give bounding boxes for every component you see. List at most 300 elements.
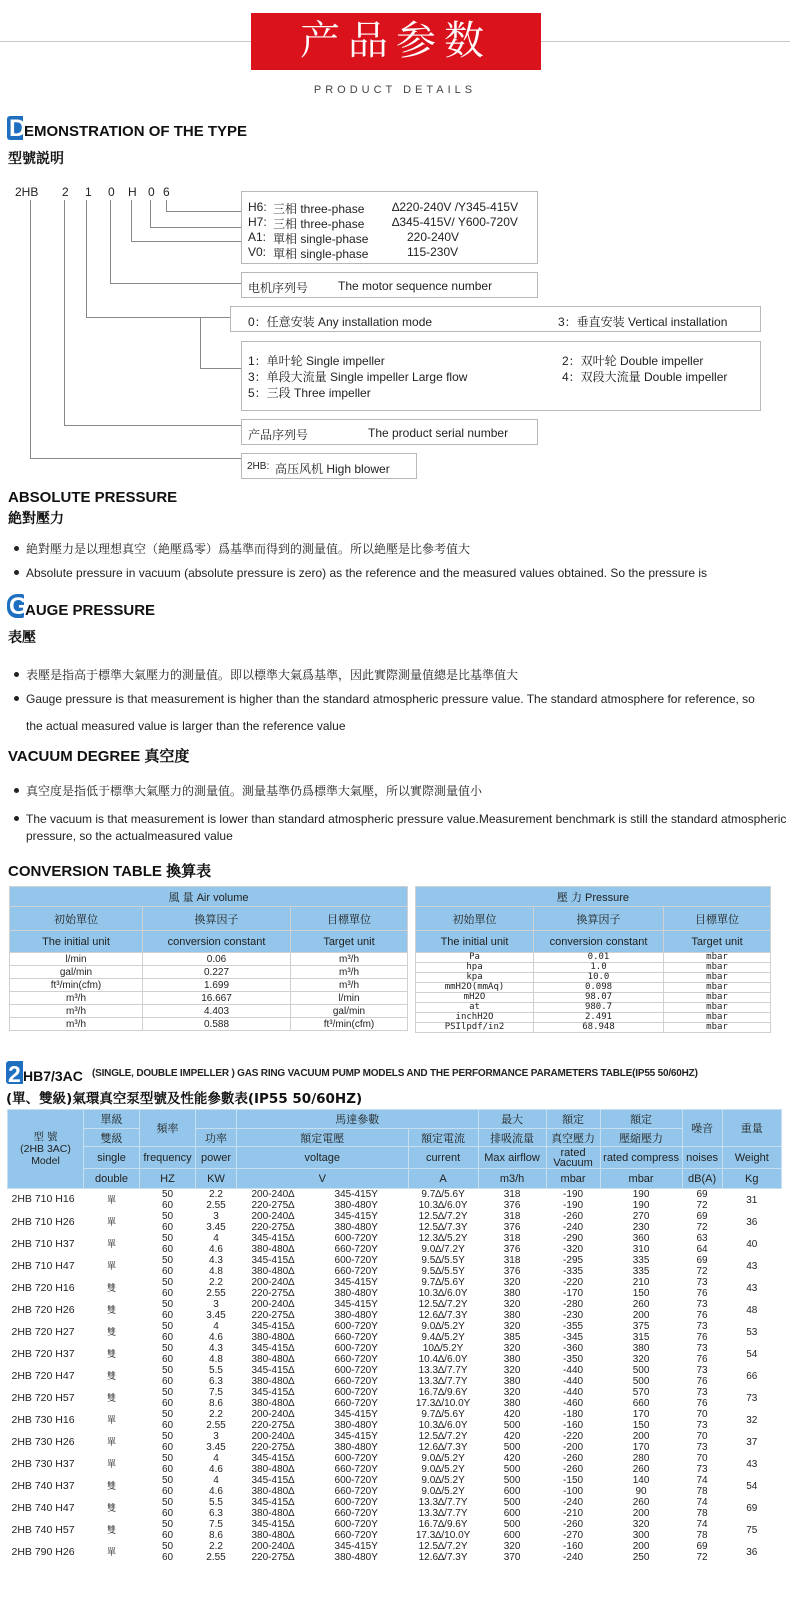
table-row bbox=[8, 1321, 782, 1332]
cell-freq: 60 bbox=[161, 1464, 174, 1475]
table-row bbox=[8, 1387, 782, 1398]
cell-flow: 500 bbox=[503, 1519, 521, 1530]
head-comp: rated compress bbox=[600, 1147, 682, 1169]
cell-vacuum: -240 bbox=[563, 1222, 584, 1233]
air-row bbox=[10, 992, 408, 1005]
pressure-cell: 0.01 bbox=[534, 953, 664, 963]
cell-volt-y: 345-415Y bbox=[334, 1409, 378, 1420]
model-stage: 單 bbox=[106, 1194, 116, 1205]
cell-freq: 60 bbox=[161, 1420, 174, 1431]
cell-vacuum: -345 bbox=[563, 1332, 584, 1343]
gauge-bullet-cn: 表壓是指高于標準大氣壓力的測量值。即以標準大氣爲基準，因此實際測量值總是比基準值大 bbox=[14, 666, 518, 683]
connector bbox=[131, 200, 132, 242]
table-row bbox=[8, 1519, 782, 1530]
connector bbox=[131, 241, 242, 242]
model-stage: 單 bbox=[106, 1238, 116, 1249]
model-stage: 單 bbox=[106, 1436, 116, 1447]
cell-volt-delta: 345-415∆ bbox=[251, 1233, 295, 1244]
head-volt: 額定電壓 bbox=[237, 1129, 409, 1147]
cell-volt-delta: 345-415∆ bbox=[251, 1365, 295, 1376]
cell-volt-y: 660-720Y bbox=[334, 1530, 378, 1541]
cell-compress: 260 bbox=[632, 1497, 650, 1508]
air-cell: gal/min bbox=[291, 1005, 408, 1018]
cell-power: 4 bbox=[213, 1475, 219, 1486]
cell-volt-delta: 380-480∆ bbox=[251, 1530, 295, 1541]
cell-noise: 70 bbox=[696, 1431, 708, 1442]
code-0: 0 bbox=[108, 185, 115, 199]
pressure-row bbox=[416, 1013, 771, 1023]
cell-freq: 50 bbox=[161, 1431, 174, 1442]
absolute-cn: 絶對壓力 bbox=[8, 511, 64, 527]
pressure-cell: mH2O bbox=[416, 993, 534, 1003]
cell-power: 6.3 bbox=[209, 1376, 223, 1387]
cell-freq: 50 bbox=[161, 1497, 174, 1508]
cell-freq: 50 bbox=[161, 1365, 174, 1376]
head-freq: HZ bbox=[140, 1169, 196, 1189]
cell-vacuum: -270 bbox=[563, 1530, 584, 1541]
connector bbox=[150, 227, 242, 228]
cell-noise: 69 bbox=[696, 1211, 708, 1222]
cell-freq: 50 bbox=[161, 1255, 174, 1266]
table-row bbox=[8, 1431, 782, 1442]
air-row bbox=[10, 1005, 408, 1018]
air-cell: m³/h bbox=[291, 966, 408, 979]
cell-current: 13.3∆/7.7Y bbox=[418, 1497, 468, 1508]
cell-power: 4.3 bbox=[209, 1343, 223, 1354]
cell-volt-delta: 380-480∆ bbox=[251, 1332, 295, 1343]
cell-volt-delta: 345-415∆ bbox=[251, 1255, 295, 1266]
demo-letter: D bbox=[9, 115, 27, 142]
cell-noise: 70 bbox=[696, 1409, 708, 1420]
absolute-title: ABSOLUTE PRESSURE bbox=[8, 489, 178, 506]
cell-current: 12.5∆/7.3Y bbox=[418, 1222, 468, 1233]
cell-vacuum: -190 bbox=[563, 1200, 584, 1211]
v0-desc: 單相 single-phase bbox=[273, 247, 369, 261]
cell-flow: 320 bbox=[503, 1541, 521, 1552]
cell-freq: 50 bbox=[161, 1387, 174, 1398]
cell-volt-y: 660-720Y bbox=[334, 1508, 378, 1519]
cell-flow: 600 bbox=[503, 1530, 521, 1541]
head-stage: 單級 bbox=[84, 1110, 140, 1129]
model-name: 2HB 720 H37 bbox=[8, 1343, 84, 1365]
pressure-col-en: conversion constant bbox=[534, 931, 664, 953]
model-stage: 雙 bbox=[106, 1392, 116, 1403]
cell-vacuum: -295 bbox=[563, 1255, 584, 1266]
cell-noise: 69 bbox=[696, 1189, 708, 1200]
cell-volt-delta: 200-240∆ bbox=[251, 1189, 295, 1200]
model-weight: 37 bbox=[746, 1436, 758, 1448]
cell-current: 9.0∆/5.2Y bbox=[421, 1464, 465, 1475]
cell-current: 10.3∆/6.0Y bbox=[418, 1288, 468, 1299]
cell-volt-delta: 200-240∆ bbox=[251, 1541, 295, 1552]
head-motor: 馬達參數 bbox=[237, 1110, 479, 1129]
head-vac: 真空壓力 bbox=[546, 1129, 600, 1147]
cell-power: 4 bbox=[213, 1321, 219, 1332]
head-noise: noises bbox=[682, 1147, 722, 1169]
cell-current: 9.0∆/5.2Y bbox=[421, 1475, 465, 1486]
model-weight: 36 bbox=[746, 1216, 758, 1228]
cell-compress: 260 bbox=[632, 1464, 650, 1475]
cell-volt-y: 600-720Y bbox=[334, 1519, 378, 1530]
cell-volt-y: 345-415Y bbox=[334, 1431, 378, 1442]
model-name: 2HB 730 H26 bbox=[8, 1431, 84, 1453]
cell-current: 10.4∆/6.0Y bbox=[418, 1354, 468, 1365]
head-stage: 雙級 bbox=[84, 1129, 140, 1147]
cell-flow: 500 bbox=[503, 1497, 521, 1508]
a1-desc: 單相 single-phase bbox=[273, 232, 369, 246]
model-weight: 69 bbox=[746, 1502, 758, 1514]
pressure-head: 壓 力 Pressure bbox=[416, 887, 771, 907]
cell-current: 9.7∆/5.6Y bbox=[421, 1189, 465, 1200]
cell-volt-delta: 380-480∆ bbox=[251, 1398, 295, 1409]
cell-power: 5.5 bbox=[209, 1365, 223, 1376]
model-weight: 31 bbox=[746, 1194, 758, 1206]
cell-flow: 376 bbox=[503, 1244, 521, 1255]
cell-power: 2.55 bbox=[206, 1288, 226, 1299]
cell-power: 4.6 bbox=[209, 1244, 223, 1255]
cell-volt-y: 380-480Y bbox=[334, 1310, 378, 1321]
cell-freq: 60 bbox=[161, 1222, 174, 1233]
cell-freq: 50 bbox=[161, 1189, 174, 1200]
code-2hb: 2HB bbox=[15, 185, 39, 199]
air-col-cn: 換算因子 bbox=[143, 907, 291, 931]
pressure-cell: mbar bbox=[664, 973, 771, 983]
pressure-col-en: The initial unit bbox=[416, 931, 534, 953]
head-weight: Kg bbox=[722, 1169, 781, 1189]
cell-noise: 73 bbox=[696, 1387, 708, 1398]
cell-current: 16.7∆/9.6Y bbox=[418, 1387, 468, 1398]
connector bbox=[200, 317, 201, 369]
cell-power: 4 bbox=[213, 1233, 219, 1244]
cell-compress: 280 bbox=[632, 1453, 650, 1464]
cell-compress: 320 bbox=[632, 1354, 650, 1365]
head-flow: Max airflow bbox=[478, 1147, 546, 1169]
cell-volt-y: 600-720Y bbox=[334, 1365, 378, 1376]
vacuum-bullet-cn: 真空度是指低于標準大氣壓力的測量值。測量基準仍爲標準大氣壓，所以實際測量值小 bbox=[14, 782, 482, 799]
cell-flow: 380 bbox=[503, 1354, 521, 1365]
cell-volt-y: 380-480Y bbox=[334, 1442, 378, 1453]
model-stage: 雙 bbox=[106, 1304, 116, 1315]
cell-volt-delta: 220-275∆ bbox=[251, 1310, 295, 1321]
cell-volt-y: 380-480Y bbox=[334, 1222, 378, 1233]
air-cell: 4.403 bbox=[143, 1005, 291, 1018]
absolute-bullet-en: Absolute pressure in vacuum (absolute pressure is zero) as the reference and the measured values obtained. So the pressure is bbox=[14, 566, 707, 580]
blower-desc: 高压风机 High blower bbox=[275, 462, 390, 476]
table-row bbox=[8, 1233, 782, 1244]
cell-vacuum: -230 bbox=[563, 1310, 584, 1321]
cell-noise: 74 bbox=[696, 1475, 708, 1486]
cell-volt-delta: 380-480∆ bbox=[251, 1266, 295, 1277]
cell-volt-y: 600-720Y bbox=[334, 1497, 378, 1508]
cell-freq: 50 bbox=[161, 1519, 174, 1530]
model-weight: 75 bbox=[746, 1524, 758, 1536]
serial-cn: 产品序列号 bbox=[248, 428, 309, 442]
cell-compress: 310 bbox=[632, 1244, 650, 1255]
cell-freq: 60 bbox=[161, 1310, 174, 1321]
cell-vacuum: -180 bbox=[563, 1409, 584, 1420]
banner-subtitle: PRODUCT DETAILS bbox=[313, 84, 477, 96]
cell-power: 3.45 bbox=[206, 1310, 226, 1321]
head-cur: A bbox=[408, 1169, 478, 1189]
cell-noise: 69 bbox=[696, 1255, 708, 1266]
cell-volt-delta: 220-275∆ bbox=[251, 1222, 295, 1233]
air-cell: ft³/min(cfm) bbox=[10, 979, 143, 992]
serial-en: The product serial number bbox=[368, 426, 509, 440]
cell-flow: 318 bbox=[503, 1233, 521, 1244]
cell-vacuum: -220 bbox=[563, 1431, 584, 1442]
cell-current: 9.7∆/5.6Y bbox=[421, 1409, 465, 1420]
h6-key: H6: bbox=[248, 200, 267, 214]
head-vac: mbar bbox=[546, 1169, 600, 1189]
impeller-3: 3：单段大流量 Single impeller Large flow bbox=[248, 370, 468, 384]
pressure-cell: 980.7 bbox=[534, 1003, 664, 1013]
cell-noise: 73 bbox=[696, 1321, 708, 1332]
cell-current: 9.5∆/5.5Y bbox=[421, 1255, 465, 1266]
cell-power: 5.5 bbox=[209, 1497, 223, 1508]
pressure-table bbox=[415, 886, 771, 1033]
cell-vacuum: -150 bbox=[563, 1475, 584, 1486]
cell-volt-y: 660-720Y bbox=[334, 1398, 378, 1409]
table-row bbox=[8, 1343, 782, 1354]
model-stage: 雙 bbox=[106, 1326, 116, 1337]
table-row bbox=[8, 1211, 782, 1222]
connector bbox=[150, 200, 151, 228]
pressure-col-cn: 初始單位 bbox=[416, 907, 534, 931]
cell-freq: 60 bbox=[161, 1398, 174, 1409]
pressure-row bbox=[416, 1023, 771, 1033]
pressure-cell: 0.098 bbox=[534, 983, 664, 993]
cell-current: 13.3∆/7.7Y bbox=[418, 1376, 468, 1387]
cell-compress: 315 bbox=[632, 1332, 650, 1343]
model-name: 2HB 790 H26 bbox=[8, 1541, 84, 1563]
models-title: HB7/3AC bbox=[23, 1068, 83, 1084]
cell-power: 4.8 bbox=[209, 1354, 223, 1365]
cell-noise: 64 bbox=[696, 1244, 708, 1255]
cell-freq: 60 bbox=[161, 1376, 174, 1387]
connector bbox=[30, 458, 241, 459]
model-weight: 73 bbox=[746, 1392, 758, 1404]
code-0b: 0 bbox=[148, 185, 155, 199]
cell-compress: 300 bbox=[632, 1530, 650, 1541]
cell-volt-delta: 380-480∆ bbox=[251, 1244, 295, 1255]
model-stage: 單 bbox=[106, 1546, 116, 1557]
model-name: 2HB 710 H16 bbox=[8, 1189, 84, 1212]
cell-noise: 72 bbox=[696, 1552, 708, 1563]
cell-current: 17.3∆/10.0Y bbox=[415, 1530, 471, 1541]
table-row bbox=[8, 1475, 782, 1486]
head-stage: single bbox=[84, 1147, 140, 1169]
cell-volt-y: 345-415Y bbox=[334, 1299, 378, 1310]
cell-noise: 78 bbox=[696, 1508, 708, 1519]
cell-noise: 76 bbox=[696, 1332, 708, 1343]
pressure-cell: mbar bbox=[664, 993, 771, 1003]
cell-flow: 500 bbox=[503, 1464, 521, 1475]
cell-vacuum: -100 bbox=[563, 1486, 584, 1497]
cell-compress: 200 bbox=[632, 1310, 650, 1321]
cell-compress: 570 bbox=[632, 1387, 650, 1398]
cell-flow: 320 bbox=[503, 1387, 521, 1398]
cell-compress: 190 bbox=[632, 1200, 650, 1211]
cell-volt-y: 345-415Y bbox=[334, 1189, 378, 1200]
air-volume-table bbox=[9, 886, 408, 1031]
head-weight: 重量 bbox=[722, 1110, 781, 1147]
table-row bbox=[8, 1255, 782, 1266]
cell-compress: 320 bbox=[632, 1519, 650, 1530]
cell-compress: 200 bbox=[632, 1508, 650, 1519]
cell-volt-y: 345-415Y bbox=[334, 1211, 378, 1222]
air-cell: 0.588 bbox=[143, 1018, 291, 1031]
cell-noise: 76 bbox=[696, 1354, 708, 1365]
cell-noise: 73 bbox=[696, 1343, 708, 1354]
pressure-cell: Pa bbox=[416, 953, 534, 963]
cell-volt-delta: 345-415∆ bbox=[251, 1387, 295, 1398]
model-stage: 單 bbox=[106, 1458, 116, 1469]
cell-power: 4 bbox=[213, 1453, 219, 1464]
connector bbox=[30, 200, 31, 459]
model-name: 2HB 710 H47 bbox=[8, 1255, 84, 1277]
cell-volt-delta: 345-415∆ bbox=[251, 1343, 295, 1354]
cell-current: 9.7∆/5.6Y bbox=[421, 1277, 465, 1288]
model-weight: 43 bbox=[746, 1260, 758, 1272]
pressure-cell: mbar bbox=[664, 1013, 771, 1023]
connector bbox=[86, 200, 87, 318]
cell-compress: 140 bbox=[632, 1475, 650, 1486]
air-col-en: conversion constant bbox=[143, 931, 291, 953]
cell-vacuum: -440 bbox=[563, 1376, 584, 1387]
serial-box bbox=[241, 419, 538, 445]
cell-compress: 270 bbox=[632, 1211, 650, 1222]
model-name: 2HB 710 H37 bbox=[8, 1233, 84, 1255]
cell-freq: 60 bbox=[161, 1552, 174, 1563]
impeller-2: 2：双叶轮 Double impeller bbox=[562, 354, 704, 368]
cell-noise: 73 bbox=[696, 1277, 708, 1288]
cell-flow: 320 bbox=[503, 1277, 521, 1288]
model-weight: 32 bbox=[746, 1414, 758, 1426]
head-vac: rated Vacuum bbox=[546, 1147, 600, 1169]
cell-freq: 60 bbox=[161, 1332, 174, 1343]
model-stage: 雙 bbox=[106, 1348, 116, 1359]
cell-noise: 69 bbox=[696, 1541, 708, 1552]
code-2: 2 bbox=[62, 185, 69, 199]
cell-freq: 60 bbox=[161, 1508, 174, 1519]
cell-vacuum: -260 bbox=[563, 1453, 584, 1464]
cell-volt-y: 660-720Y bbox=[334, 1376, 378, 1387]
cell-noise: 72 bbox=[696, 1222, 708, 1233]
cell-power: 4.6 bbox=[209, 1464, 223, 1475]
model-name: 2HB 730 H16 bbox=[8, 1409, 84, 1431]
cell-freq: 60 bbox=[161, 1442, 174, 1453]
cell-compress: 335 bbox=[632, 1255, 650, 1266]
cell-power: 3 bbox=[213, 1431, 219, 1442]
impeller-5: 5：三段 Three impeller bbox=[248, 386, 371, 400]
cell-power: 8.6 bbox=[209, 1530, 223, 1541]
cell-current: 12.6∆/7.3Y bbox=[418, 1442, 468, 1453]
gauge-letter: G bbox=[9, 593, 28, 620]
cell-freq: 50 bbox=[161, 1299, 174, 1310]
air-cell: 0.227 bbox=[143, 966, 291, 979]
cell-current: 9.0∆/5.2Y bbox=[421, 1321, 465, 1332]
gauge-cn: 表壓 bbox=[8, 630, 36, 646]
air-cell: 0.06 bbox=[143, 953, 291, 966]
demo-title: EMONSTRATION OF THE TYPE bbox=[24, 123, 248, 140]
cell-freq: 50 bbox=[161, 1541, 174, 1552]
cell-freq: 60 bbox=[161, 1266, 174, 1277]
cell-noise: 78 bbox=[696, 1486, 708, 1497]
motor-type-box bbox=[241, 191, 538, 264]
cell-vacuum: -160 bbox=[563, 1420, 584, 1431]
cell-volt-delta: 220-275∆ bbox=[251, 1552, 295, 1563]
model-name: 2HB 740 H47 bbox=[8, 1497, 84, 1519]
cell-volt-y: 380-480Y bbox=[334, 1420, 378, 1431]
model-stage: 單 bbox=[106, 1260, 116, 1271]
cell-power: 6.3 bbox=[209, 1508, 223, 1519]
air-cell: gal/min bbox=[10, 966, 143, 979]
model-stage: 雙 bbox=[106, 1480, 116, 1491]
model-weight: 54 bbox=[746, 1348, 758, 1360]
air-cell: m³/h bbox=[10, 992, 143, 1005]
air-row bbox=[10, 1018, 408, 1031]
model-weight: 36 bbox=[746, 1546, 758, 1558]
cell-power: 2.2 bbox=[209, 1541, 223, 1552]
cell-power: 3 bbox=[213, 1211, 219, 1222]
head-power: KW bbox=[196, 1169, 237, 1189]
head-cur: current bbox=[408, 1147, 478, 1169]
cell-noise: 73 bbox=[696, 1299, 708, 1310]
cell-flow: 376 bbox=[503, 1222, 521, 1233]
cell-noise: 78 bbox=[696, 1530, 708, 1541]
cell-power: 2.2 bbox=[209, 1277, 223, 1288]
air-head: 風 量 Air volume bbox=[10, 887, 408, 907]
cell-compress: 380 bbox=[632, 1343, 650, 1354]
cell-vacuum: -260 bbox=[563, 1519, 584, 1530]
cell-flow: 380 bbox=[503, 1376, 521, 1387]
vacuum-title: VACUUM DEGREE 真空度 bbox=[8, 748, 190, 765]
banner-rule-left bbox=[0, 41, 251, 42]
cell-compress: 250 bbox=[632, 1552, 650, 1563]
pressure-row bbox=[416, 993, 771, 1003]
v0-key: V0: bbox=[248, 245, 267, 259]
models-letter: 2 bbox=[6, 1061, 23, 1084]
models-subtitle: (SINGLE, DOUBLE IMPELLER ) GAS RING VACUUM PUMP MODELS AND THE PERFORMANCE PARAMETERS TABLE(IP55 50/60HZ) bbox=[92, 1068, 698, 1079]
h7-voltage: ∆345-415V/ Y600-720V bbox=[392, 215, 518, 229]
gauge-bullet-en-cont: the actual measured value is larger than the reference value bbox=[26, 719, 346, 733]
cell-freq: 50 bbox=[161, 1211, 174, 1222]
cell-noise: 76 bbox=[696, 1398, 708, 1409]
model-weight: 48 bbox=[746, 1304, 758, 1316]
blower-key: 2HB: bbox=[247, 461, 270, 472]
cell-power: 3.45 bbox=[206, 1442, 226, 1453]
cell-compress: 230 bbox=[632, 1222, 650, 1233]
cell-compress: 360 bbox=[632, 1233, 650, 1244]
cell-freq: 60 bbox=[161, 1354, 174, 1365]
pressure-row bbox=[416, 953, 771, 963]
pressure-cell: mbar bbox=[664, 1023, 771, 1033]
model-stage: 雙 bbox=[106, 1524, 116, 1535]
cell-power: 2.2 bbox=[209, 1189, 223, 1200]
cell-flow: 420 bbox=[503, 1409, 521, 1420]
cell-volt-delta: 345-415∆ bbox=[251, 1475, 295, 1486]
cell-noise: 72 bbox=[696, 1200, 708, 1211]
model-stage: 單 bbox=[106, 1414, 116, 1425]
head-flow: m3/h bbox=[478, 1169, 546, 1189]
cell-compress: 200 bbox=[632, 1431, 650, 1442]
cell-freq: 50 bbox=[161, 1321, 174, 1332]
cell-compress: 500 bbox=[632, 1365, 650, 1376]
install-vertical: 3：垂直安装 Vertical installation bbox=[558, 315, 728, 329]
cell-current: 12.6∆/7.3Y bbox=[418, 1552, 468, 1563]
cell-flow: 376 bbox=[503, 1200, 521, 1211]
cell-noise: 72 bbox=[696, 1266, 708, 1277]
